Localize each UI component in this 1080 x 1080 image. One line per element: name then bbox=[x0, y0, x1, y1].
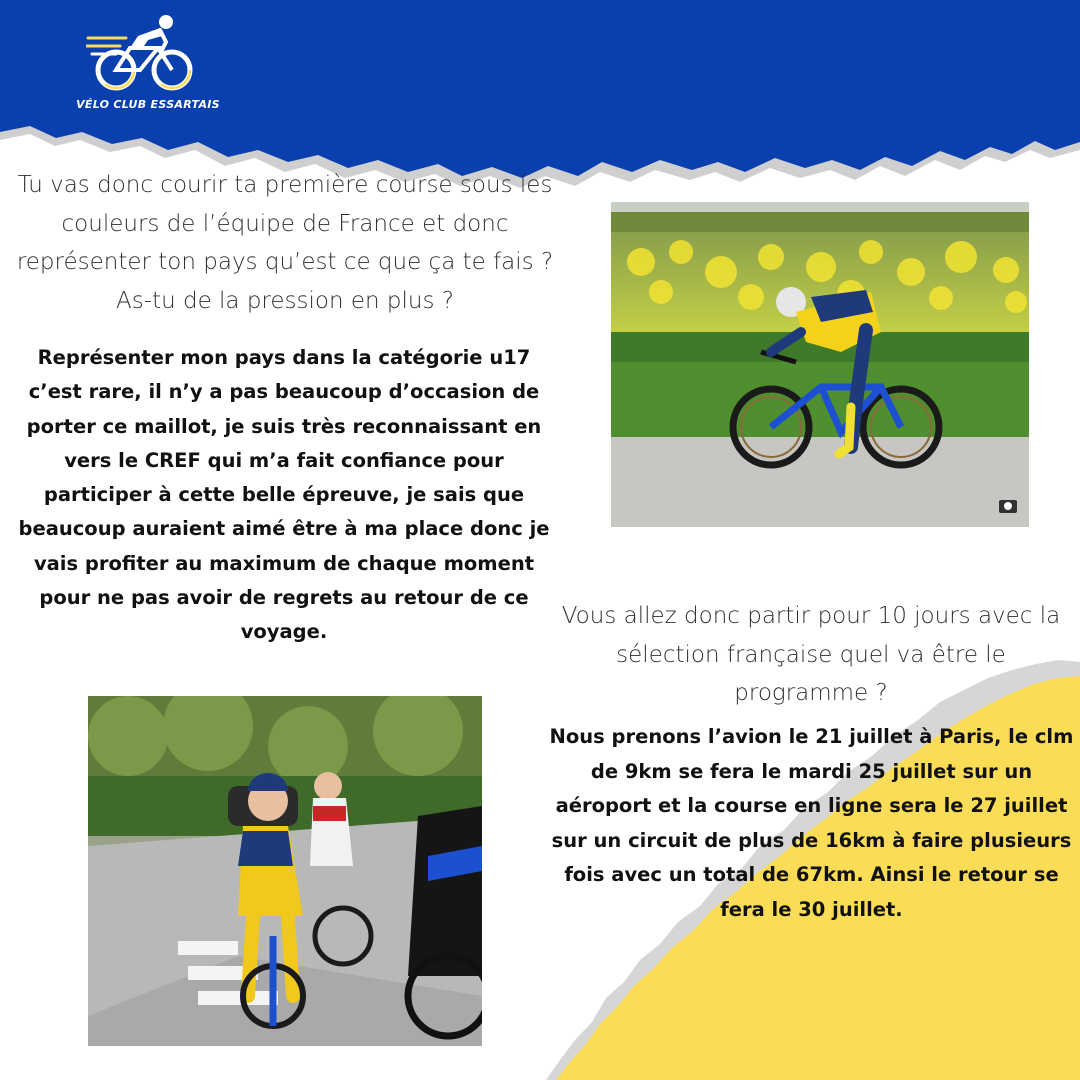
cyclist-icon bbox=[86, 12, 206, 92]
question-2: Vous allez donc partir pour 10 jours avec la sélection française quel va être le programme ? bbox=[561, 603, 1061, 706]
question-1: Tu vas donc courir ta première course sous les couleurs de l’équipe de France et donc représenter ton pays qu’est ce que ça te fais ? As-tu de la pression en plus ? bbox=[16, 172, 554, 314]
answer-2: Nous prenons l’avion le 21 juillet à Paris, le clm de 9km se fera le mardi 25 juillet sur un aéroport et la course en ligne sera le 27 juillet sur un circuit de plus de 16km à faire plusieurs fois avec un total de 67km. Ainsi le retour se fera le 30 juillet. bbox=[549, 725, 1074, 921]
photo-road-race bbox=[88, 696, 482, 1046]
club-logo bbox=[58, 12, 238, 122]
answer-1: Représenter mon pays dans la catégorie u17 c’est rare, il n’y a pas beaucoup d’occasion de porter ce maillot, je suis très reconnaissant en vers le CREF qui m’a fait confiance pour participer à cette belle épreuve, je sais que beaucoup auraient aimé être à ma place donc je vais profiter au maximum de chaque moment pour ne pas avoir de regrets au retour de ce voyage. bbox=[18, 346, 550, 644]
club-name: VÉLO CLUB ESSARTAIS bbox=[76, 98, 220, 111]
photo-time-trial-rider bbox=[611, 202, 1029, 527]
camera-icon bbox=[999, 500, 1017, 513]
